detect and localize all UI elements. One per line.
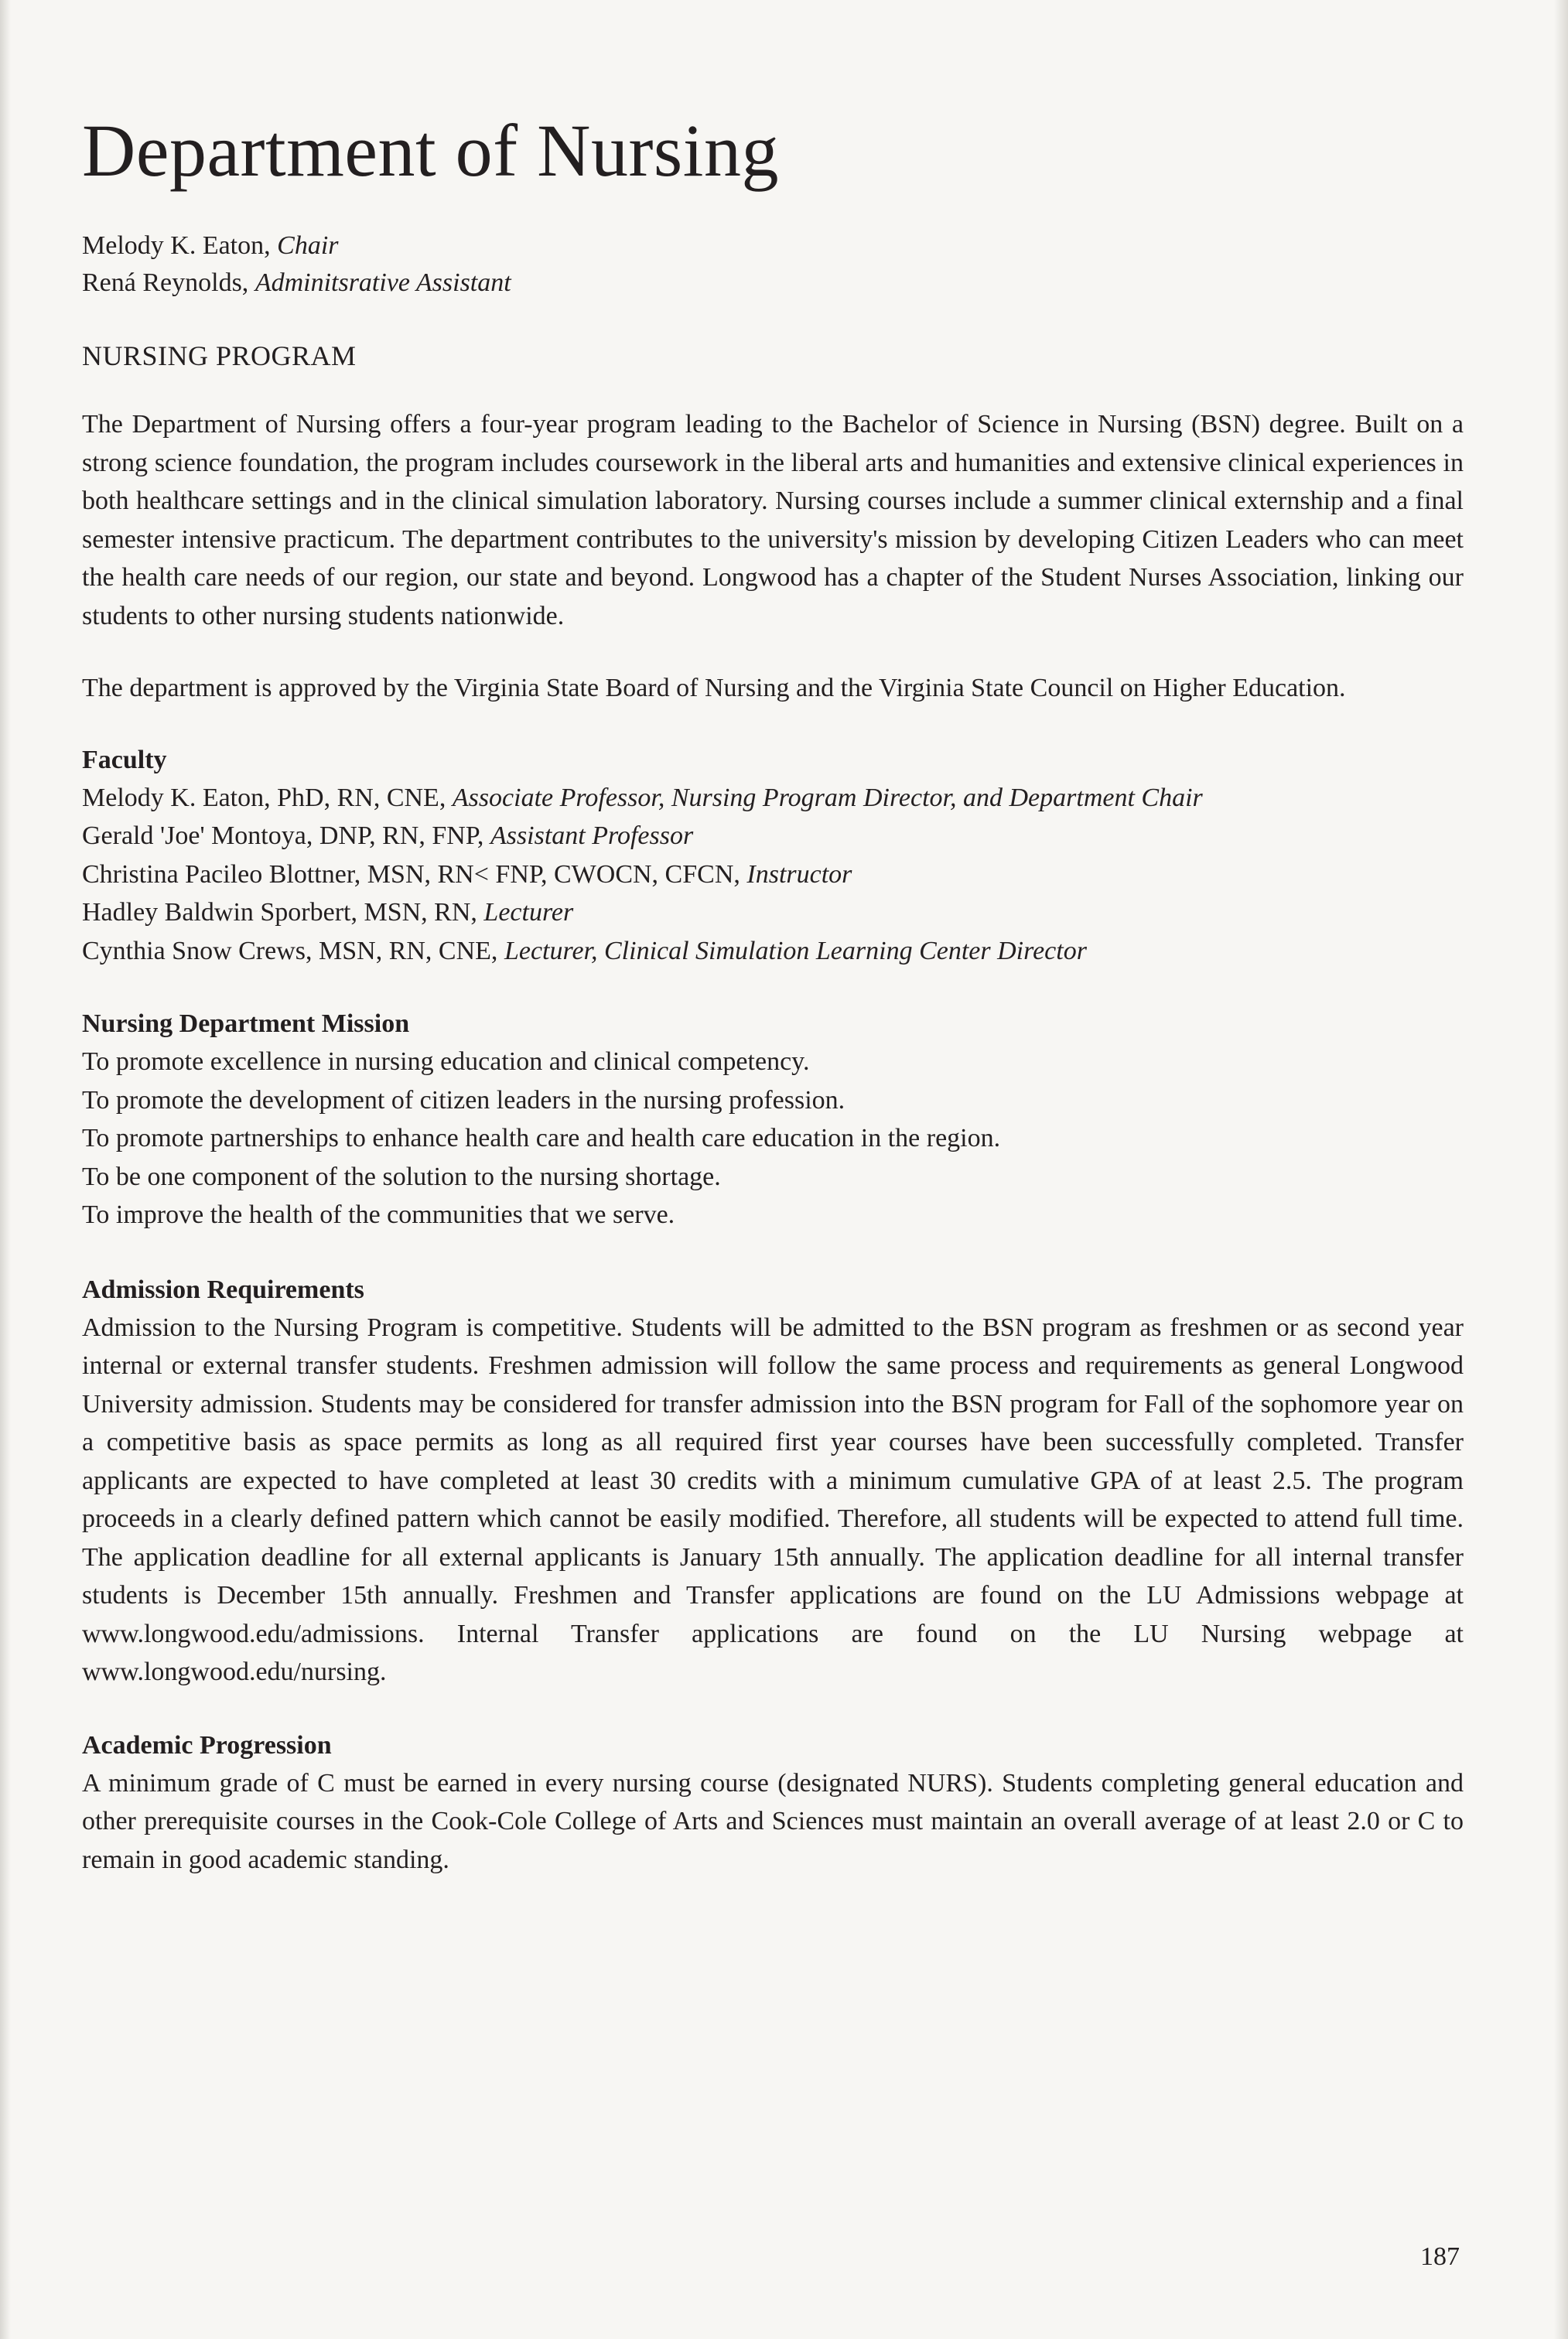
faculty-title: Lecturer — [483, 898, 574, 927]
staff-block — [82, 227, 1464, 302]
progression-heading: Academic Progression — [82, 1730, 332, 1760]
mission-section — [82, 1006, 1464, 1234]
faculty-name: Melody K. Eaton, PhD, RN, CNE, — [82, 783, 446, 812]
progression-text: A minimum grade of C must be earned in every nursing course (designated NURS). Students completing general education and other prerequisite courses in the Cook-Cole College of Arts and Sciences must maintain an overall average of at least 2.0 or C to remain in good academic standing. — [82, 1768, 1464, 1874]
admission-heading: Admission Requirements — [82, 1275, 364, 1304]
faculty-title: Assistant Professor — [490, 821, 694, 850]
faculty-list — [82, 779, 1464, 971]
admission-section — [82, 1272, 1464, 1692]
faculty-title: Lecturer, Clinical Simulation Learning Center Director — [504, 936, 1087, 965]
faculty-member — [82, 855, 1464, 894]
staff-line-assistant — [82, 265, 1464, 302]
mission-item: To promote excellence in nursing education and clinical competency. — [82, 1047, 810, 1076]
page-content — [82, 108, 1464, 1914]
intro-paragraph: The Department of Nursing offers a four-year program leading to the Bachelor of Science in Nursing (BSN) degree. Built on a strong science foundation, the program includes coursework in the liberal arts and humanities and extensive clinical experiences in both healthcare settings and in the clinical simulation laboratory. Nursing courses include a summer clinical externship and a final semester intensive practicum. The department contributes to the university's mission by developing Citizen Leaders who can meet the health care needs of our region, our state and beyond. Longwood has a chapter of the Student Nurses Association, linking our students to other nursing students nationwide. — [82, 410, 1464, 630]
approval-paragraph: The department is approved by the Virginia State Board of Nursing and the Virginia State Council on Higher Education. — [82, 674, 1346, 702]
page-number: 187 — [1420, 2242, 1460, 2271]
faculty-name: Christina Pacileo Blottner, MSN, RN< FNP, CWOCN, CFCN, — [82, 859, 740, 889]
admission-text: Admission to the Nursing Program is competitive. Students will be admitted to the BSN program as freshmen or as second year internal or external transfer students. Freshmen admission will follow the same process and requirements as general Longwood University admission. Students may be considered for transfer admission into the BSN program for Fall of the sophomore year on a competitive basis as space permits as long as all required first year courses have been successfully completed. Transfer applicants are expected to have completed at least 30 credits with a minimum cumulative GPA of at least 2.5. The program proceeds in a clearly defined pattern which cannot be easily modified. Therefore, all students will be expected to attend full time. The application deadline for all external applicants is January 15th annually. The application deadline for all internal transfer students is December 15th annually. Freshmen and Transfer applications are found on the LU Admissions webpage at www.longwood.edu/admissions. Internal Transfer applications are found on the LU Nursing webpage at www.longwood.edu/nursing. — [82, 1313, 1464, 1686]
staff-line-chair — [82, 227, 1464, 265]
progression-section — [82, 1727, 1464, 1880]
faculty-member — [82, 817, 1464, 855]
mission-item: To promote partnerships to enhance health care and health care education in the region. — [82, 1124, 1001, 1152]
staff-role: Adminitsrative Assistant — [255, 268, 511, 297]
mission-heading: Nursing Department Mission — [82, 1009, 410, 1038]
faculty-name: Hadley Baldwin Sporbert, MSN, RN, — [82, 898, 477, 927]
mission-item: To be one component of the solution to the nursing shortage. — [82, 1162, 721, 1191]
faculty-heading: Faculty — [82, 745, 167, 774]
mission-item: To promote the development of citizen leaders in the nursing profession. — [82, 1085, 845, 1115]
staff-role: Chair — [277, 231, 339, 260]
faculty-name: Gerald 'Joe' Montoya, DNP, RN, FNP, — [82, 821, 484, 850]
faculty-member — [82, 893, 1464, 932]
mission-item: To improve the health of the communities that we serve. — [82, 1200, 675, 1229]
faculty-name: Cynthia Snow Crews, MSN, RN, CNE, — [82, 936, 498, 965]
page-title: Department of Nursing — [82, 109, 779, 192]
faculty-title: Associate Professor, Nursing Program Director, and Department Chair — [452, 783, 1203, 812]
page-binding-shadow — [0, 0, 11, 2339]
staff-name: Melody K. Eaton, — [82, 231, 271, 260]
faculty-member — [82, 779, 1464, 818]
faculty-member — [82, 932, 1464, 971]
program-heading: NURSING PROGRAM — [82, 340, 357, 371]
page-edge-shadow — [1554, 0, 1568, 2339]
staff-name: Rená Reynolds, — [82, 268, 249, 297]
faculty-title: Instructor — [746, 859, 852, 889]
